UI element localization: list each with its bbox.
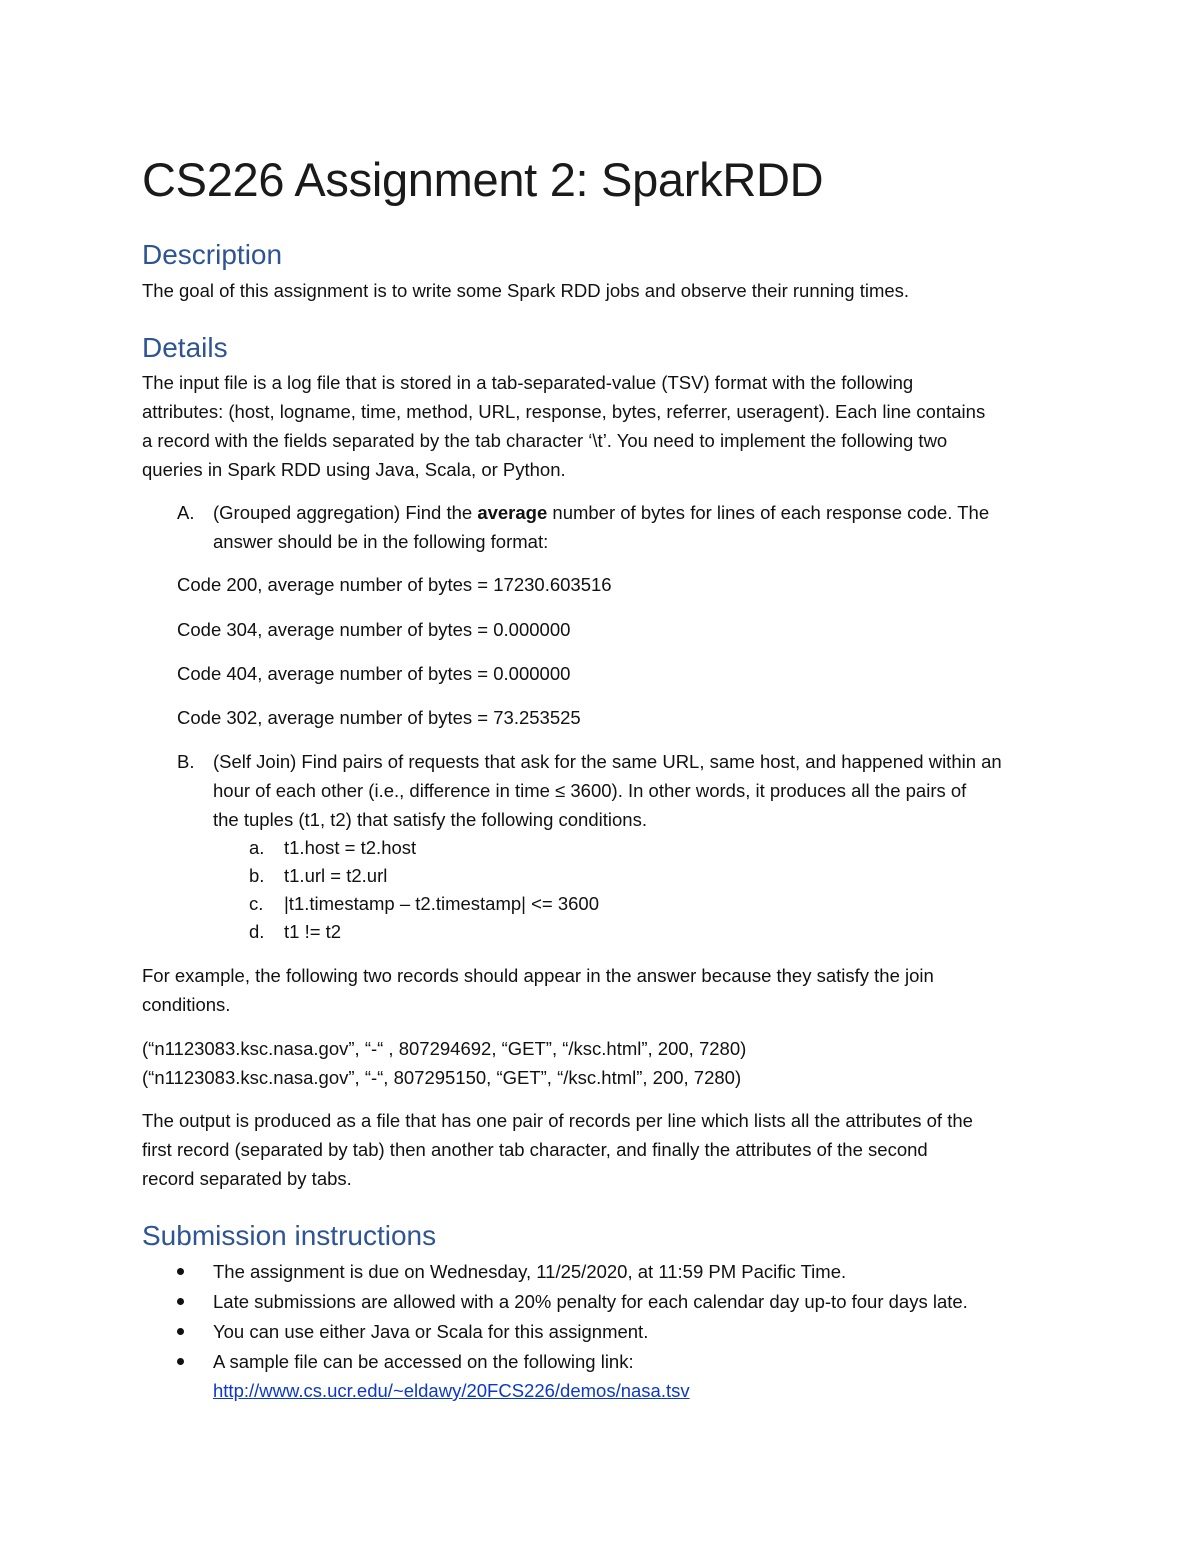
query-a-text: (Grouped aggregation) Find the bbox=[213, 502, 478, 523]
condition-text: t1.host = t2.host bbox=[284, 837, 417, 858]
bullet-icon bbox=[177, 1328, 184, 1335]
details-line: a record with the fields separated by the tab character ‘\t’. You need to implement the following two bbox=[142, 430, 948, 451]
query-b-line: hour of each other (i.e., difference in time ≤ 3600). In other words, it produces all the pairs of bbox=[213, 780, 967, 801]
example-line: For example, the following two records should appear in the answer because they satisfy the join bbox=[142, 965, 934, 986]
submission-item: The assignment is due on Wednesday, 11/25/2020, at 11:59 PM Pacific Time. bbox=[213, 1261, 847, 1282]
query-b-line: the tuples (t1, t2) that satisfy the following conditions. bbox=[213, 809, 647, 830]
condition-text: t1 != t2 bbox=[284, 921, 342, 942]
example-record: (“n1123083.ksc.nasa.gov”, “-“, 807295150, “GET”, “/ksc.html”, 200, 7280) bbox=[142, 1067, 742, 1088]
output-line: record separated by tabs. bbox=[142, 1168, 352, 1189]
details-line: attributes: (host, logname, time, method, URL, response, bytes, referrer, useragent). Each line contains bbox=[142, 401, 986, 422]
condition-marker: c. bbox=[249, 893, 264, 914]
bullet-icon bbox=[177, 1358, 184, 1365]
condition-text: t1.url = t2.url bbox=[284, 865, 388, 886]
query-a-marker: A. bbox=[177, 502, 195, 523]
submission-item: You can use either Java or Scala for this assignment. bbox=[213, 1321, 649, 1342]
result-line: Code 304, average number of bytes = 0.000000 bbox=[177, 619, 571, 640]
result-line: Code 404, average number of bytes = 0.000000 bbox=[177, 663, 571, 684]
submission-item: Late submissions are allowed with a 20% penalty for each calendar day up-to four days late. bbox=[213, 1291, 968, 1312]
example-line: conditions. bbox=[142, 994, 231, 1015]
condition-marker: d. bbox=[249, 921, 265, 942]
bullet-icon bbox=[177, 1268, 184, 1275]
submission-item: A sample file can be accessed on the following link: bbox=[213, 1351, 634, 1372]
query-a-text: number of bytes for lines of each response code. The bbox=[547, 502, 990, 523]
query-b-line: (Self Join) Find pairs of requests that ask for the same URL, same host, and happened within an bbox=[213, 751, 1002, 772]
condition-marker: b. bbox=[249, 865, 265, 886]
query-a-emphasis: average bbox=[477, 502, 548, 523]
details-line: queries in Spark RDD using Java, Scala, or Python. bbox=[142, 459, 566, 480]
bullet-icon bbox=[177, 1298, 184, 1305]
submission-heading: Submission instructions bbox=[142, 1220, 437, 1251]
example-record: (“n1123083.ksc.nasa.gov”, “-“ , 807294692, “GET”, “/ksc.html”, 200, 7280) bbox=[142, 1038, 747, 1059]
result-line: Code 302, average number of bytes = 73.253525 bbox=[177, 707, 581, 728]
details-heading: Details bbox=[142, 332, 228, 363]
description-text: The goal of this assignment is to write some Spark RDD jobs and observe their running times. bbox=[142, 280, 910, 301]
result-line: Code 200, average number of bytes = 17230.603516 bbox=[177, 574, 612, 595]
query-a-line bbox=[213, 498, 989, 527]
description-heading: Description bbox=[142, 239, 283, 270]
output-line: first record (separated by tab) then another tab character, and finally the attributes of the second bbox=[142, 1139, 928, 1160]
condition-text: |t1.timestamp – t2.timestamp| <= 3600 bbox=[284, 893, 600, 914]
query-b-marker: B. bbox=[177, 751, 195, 772]
condition-marker: a. bbox=[249, 837, 265, 858]
page-title: CS226 Assignment 2: SparkRDD bbox=[142, 153, 824, 206]
output-line: The output is produced as a file that has one pair of records per line which lists all the attributes of the bbox=[142, 1110, 973, 1131]
sample-file-link[interactable]: http://www.cs.ucr.edu/~eldawy/20FCS226/demos/nasa.tsv bbox=[213, 1380, 690, 1401]
query-a-line: answer should be in the following format: bbox=[213, 531, 549, 552]
details-line: The input file is a log file that is stored in a tab-separated-value (TSV) format with the following bbox=[142, 372, 914, 393]
